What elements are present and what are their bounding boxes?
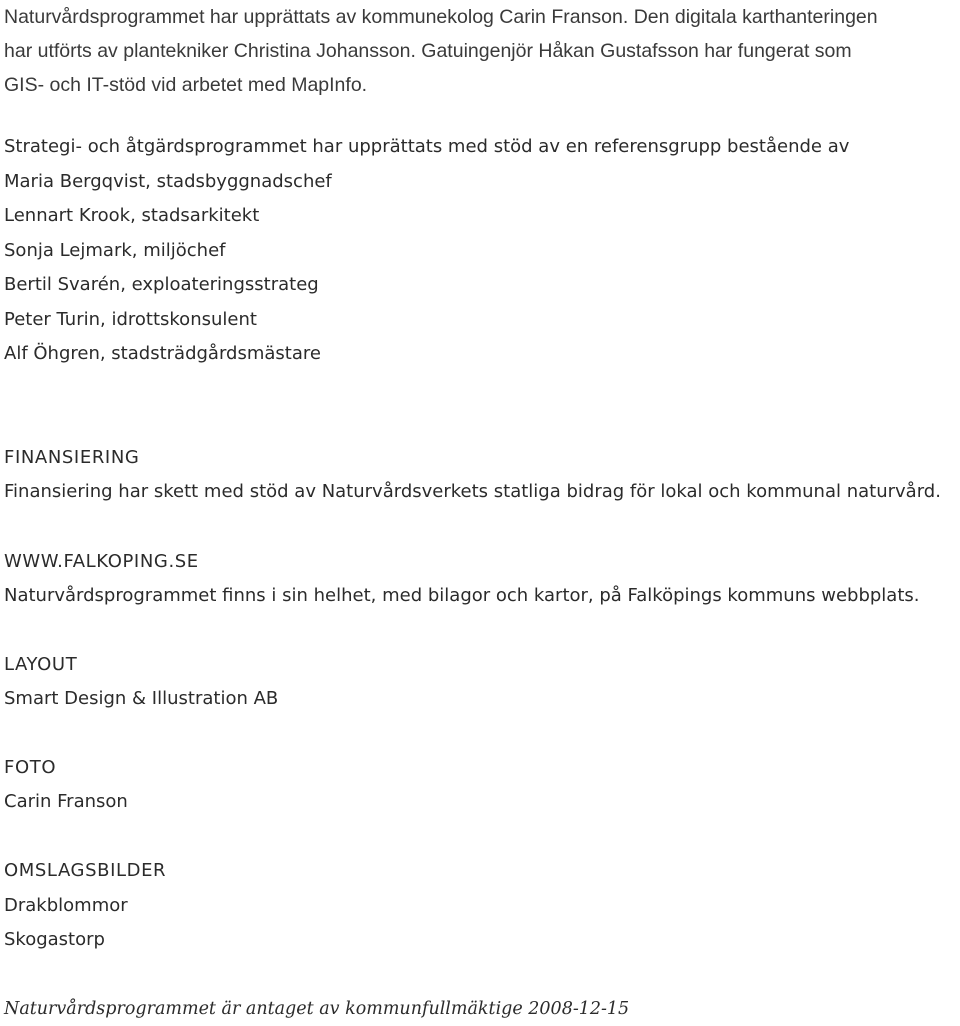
intro-paragraph: [4, 0, 954, 102]
intro-line: har utförts av plantekniker Christina Johansson. Gatuingenjör Håkan Gustafsson har fungerat som: [4, 40, 852, 62]
cover-image-item: Skogastorp: [4, 929, 105, 950]
financing-heading: FINANSIERING: [4, 447, 140, 468]
reference-group-member: Maria Bergqvist, stadsbyggnadschef: [4, 170, 332, 192]
photo-heading: FOTO: [4, 757, 57, 778]
cover-images-heading: OMSLAGSBILDER: [4, 860, 167, 881]
reference-group-intro: Strategi- och åtgärdsprogrammet har upprättats med stöd av en referensgrupp bestående av: [4, 136, 850, 157]
cover-image-item: Drakblommor: [4, 895, 128, 916]
photo-text: Carin Franson: [4, 791, 128, 812]
intro-line: Naturvårdsprogrammet har upprättats av kommunekolog Carin Franson. Den digitala karthanteringen: [4, 6, 878, 28]
financing-text: Finansiering har skett med stöd av Naturvårdsverkets statliga bidrag för lokal och kommunal naturvård.: [4, 481, 941, 502]
intro-line: GIS- och IT-stöd vid arbetet med MapInfo.: [4, 74, 368, 96]
reference-group-member: Peter Turin, idrottskonsulent: [4, 308, 257, 330]
reference-group-member: Sonja Lejmark, miljöchef: [4, 239, 226, 261]
reference-group-member: Lennart Krook, stadsarkitekt: [4, 205, 260, 226]
website-heading: WWW.FALKOPING.SE: [4, 551, 199, 572]
reference-group-member: Alf Öhgren, stadsträdgårdsmästare: [4, 343, 321, 364]
layout-text: Smart Design & Illustration AB: [4, 688, 279, 709]
website-text: Naturvårdsprogrammet finns i sin helhet, med bilagor och kartor, på Falköpings kommuns webbplats.: [4, 585, 920, 606]
reference-group-paragraph: [4, 130, 954, 372]
layout-heading: LAYOUT: [4, 654, 78, 675]
reference-group-member: Bertil Svarén, exploateringsstrateg: [4, 274, 319, 295]
adoption-note: Naturvårdsprogrammet är antaget av kommunfullmäktige 2008-12-15: [4, 999, 630, 1019]
